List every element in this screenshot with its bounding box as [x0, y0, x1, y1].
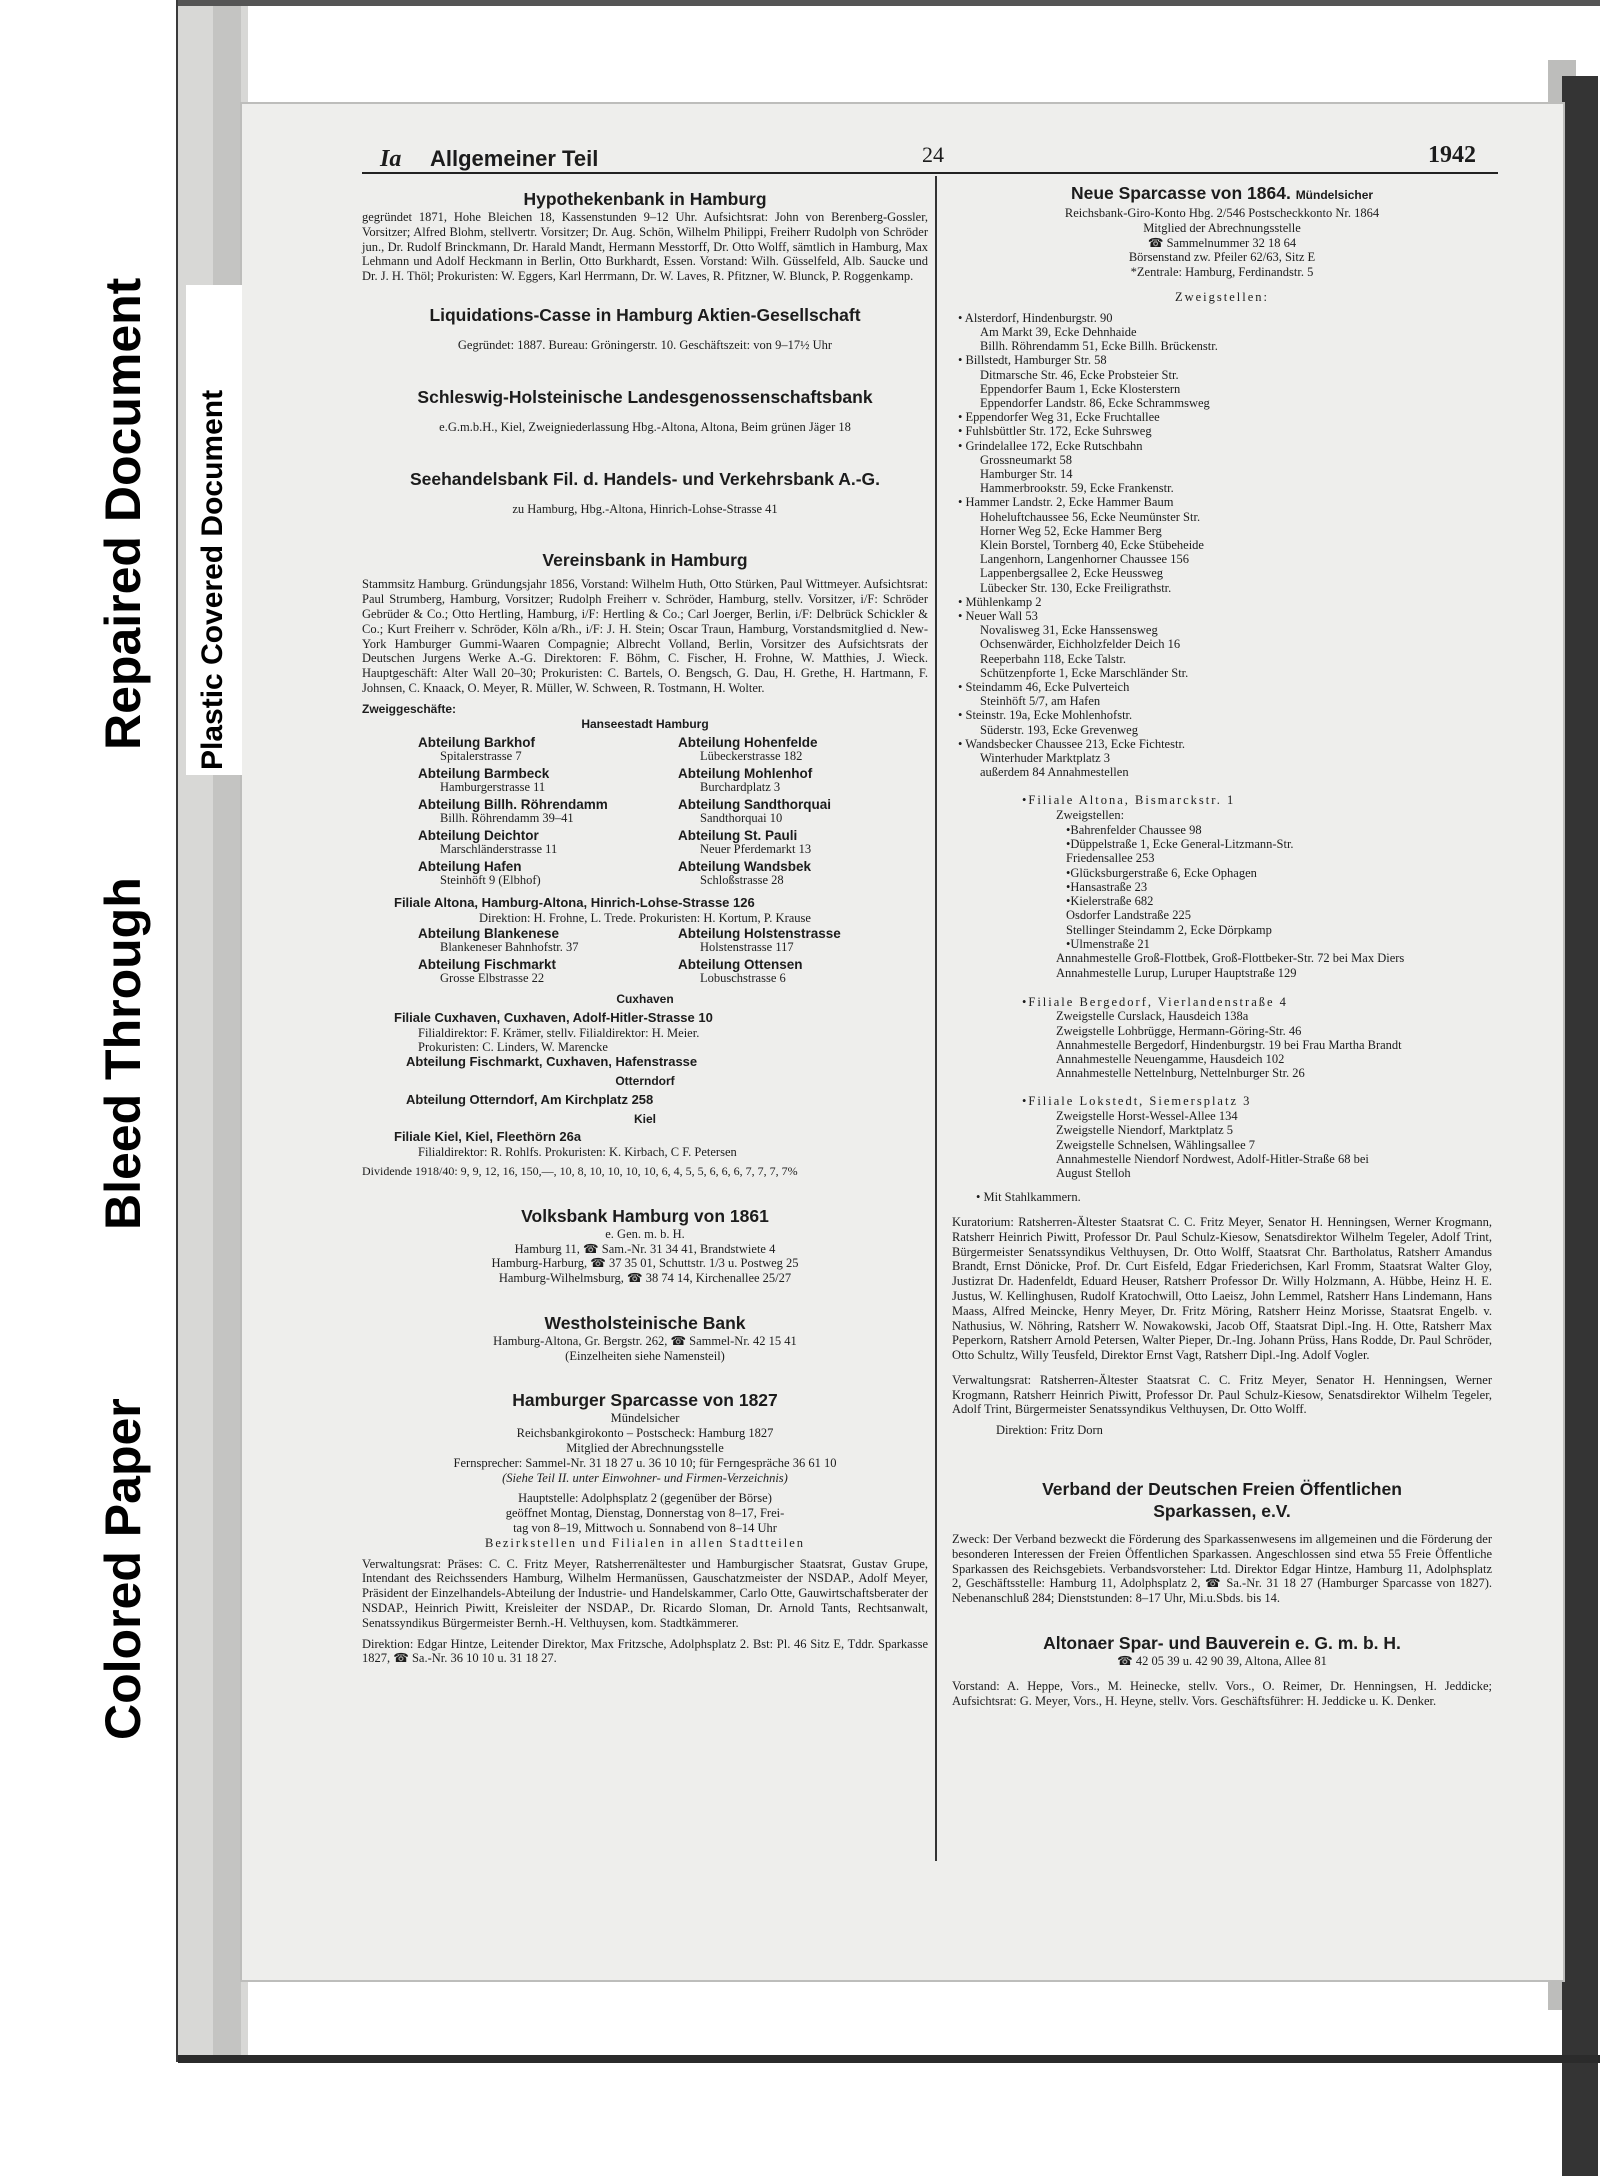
list-item: Novalisweg 31, Ecke Hanssensweg: [980, 623, 1158, 638]
list-item: Stellinger Steindamm 2, Ecke Dörpkamp: [1066, 922, 1272, 937]
branch-item: Abteilung Barmbeck Hamburgerstrasse 11: [418, 766, 550, 795]
lok-head: •Filiale Lokstedt, Siemersplatz 3: [1022, 1094, 1252, 1109]
sparc-verw: Verwaltungsrat: Präses: C. C. Fritz Meyer, Ratsherrenältester und Hamburgischer Staatsrat, Gustav Grupe, Intendant des Reichssenders Hamburg, Wilhelm Hermanüssen, Gauschatzmeister der NSDAP., Adolf Meyer, Präsident der Einzelhandels-Abteilung der Industrie- und Handelskammer, Carlo Otte, Gauwirtschaftsberater der NSDAP., Heinrich Piwitt, Kreisleiter der NSDAP., Dr. Ricardo Sloman, Dr. Arnold Tants, Rechtsanwalt, Senatssyndikus Bürgermeister Bernh.-H. Velthuysen, kom. Stadtkämmerer.: [362, 1556, 928, 1630]
list-item: •Bahrenfelder Chaussee 98: [1066, 823, 1202, 838]
schles-text: e.G.m.b.H., Kiel, Zweigniederlassung Hbg.-Altona, Altona, Beim grünen Jäger 18: [439, 420, 851, 435]
list-item: Winterhuder Marktplatz 3: [980, 751, 1111, 766]
sparc-bezirk: Bezirkstellen und Filialen in allen Stadtteilen: [485, 1535, 805, 1550]
altona-direktion: Direktion: H. Frohne, L. Trede. Prokuristen: H. Kortum, P. Krause: [479, 911, 811, 926]
cux-direktor: Filialdirektor: F. Krämer, stellv. Filialdirektor: H. Meier.: [418, 1025, 700, 1040]
dividende: Dividende 1918/40: 9, 9, 12, 16, 150,—, 10, 8, 10, 10, 10, 10, 6, 4, 5, 5, 6, 6, 6, 7, 7, 7, 7%: [362, 1163, 798, 1178]
list-item: Zweigstelle Lohbrügge, Hermann-Göring-Str. 46: [1056, 1023, 1302, 1038]
list-item: außerdem 84 Annahmestellen: [980, 765, 1129, 780]
verband-title-2: Sparkassen, e.V.: [1153, 1501, 1291, 1522]
neue-tag: Mündelsicher: [1295, 188, 1374, 202]
altonaer-title: Altonaer Spar- und Bauverein e. G. m. b. H.: [1043, 1633, 1401, 1654]
volks-line: e. Gen. m. b. H.: [605, 1226, 685, 1241]
scan-top-edge: [178, 0, 1600, 6]
branch-item: Abteilung Holstenstrasse Holstenstrasse 117: [678, 925, 841, 954]
list-item: Hoheluftchaussee 56, Ecke Neumünster Str.: [980, 509, 1201, 524]
list-item: • Billstedt, Hamburger Str. 58: [958, 353, 1107, 368]
list-item: Annahmestelle Neuengamme, Hausdeich 102: [1056, 1051, 1285, 1066]
branch-item: Abteilung Blankenese Blankeneser Bahnhofstr. 37: [418, 925, 579, 954]
neue-title: Neue Sparcasse von 1864. Mündelsicher: [1070, 183, 1374, 203]
schles-title: Schleswig-Holsteinische Landesgenossenschaftsbank: [417, 386, 873, 407]
list-item: • Mühlenkamp 2: [958, 594, 1042, 609]
branch-item: Abteilung Deichtor Marschländerstrasse 11: [418, 828, 558, 857]
list-item: Hammerbrookstr. 59, Ecke Frankenstr.: [980, 481, 1174, 496]
neue-line: ☎ Sammelnummer 32 18 64: [1147, 235, 1297, 250]
berg-head: •Filiale Bergedorf, Vierlandenstraße 4: [1022, 994, 1288, 1009]
list-item: Langenhorn, Langenhorner Chaussee 156: [980, 552, 1189, 567]
list-item: Grossneumarkt 58: [980, 452, 1072, 467]
list-item: Lappenbergsallee 2, Ecke Heussweg: [980, 566, 1164, 581]
scan-label-plastic-covered: Plastic Covered Document: [196, 389, 229, 770]
region-cuxhaven: Cuxhaven: [616, 991, 674, 1006]
list-item: •Kielerstraße 682: [1066, 894, 1154, 909]
volks-title: Volksbank Hamburg von 1861: [521, 1205, 769, 1226]
neue-line: Mitglied der Abrechnungsstelle: [1143, 220, 1301, 235]
list-item: Osdorfer Landstraße 225: [1066, 908, 1191, 923]
altona-branch-list: [952, 823, 1492, 951]
sparc-line: Mitglied der Abrechnungsstelle: [566, 1441, 724, 1456]
list-item: Zweigstelle Horst-Wessel-Allee 134: [1056, 1109, 1238, 1124]
list-item: Schützenpforte 1, Ecke Marschländer Str.: [980, 665, 1189, 680]
left-column: [362, 188, 928, 1666]
sparc-line: (Siehe Teil II. unter Einwohner- und Firmen-Verzeichnis): [502, 1470, 788, 1485]
scan-bottom-edge: [178, 2055, 1600, 2063]
region-kiel: Kiel: [633, 1111, 656, 1126]
liq-title: Liquidations-Casse in Hamburg Aktien-Gesellschaft: [429, 304, 861, 325]
column-divider: [935, 176, 937, 1861]
list-item: • Fuhlsbüttler Str. 172, Ecke Suhrsweg: [958, 424, 1152, 439]
kiel-direktor: Filialdirektor: R. Rohlfs. Prokuristen: K. Kirbach, C F. Petersen: [418, 1145, 737, 1160]
branch-item: Abteilung Hohenfelde Lübeckerstrasse 182: [678, 735, 818, 764]
altona-branch-grid: [418, 926, 928, 988]
scan-label-colored-paper: Colored Paper: [95, 1398, 151, 1740]
list-item: • Grindelallee 172, Ecke Rutschbahn: [958, 438, 1143, 453]
branch-item: Abteilung Hafen Steinhöft 9 (Elbhof): [418, 859, 541, 888]
verband-title-1: Verband der Deutschen Freien Öffentlichen: [1042, 1479, 1402, 1500]
list-item: •Düppelstraße 1, Ecke General-Litzmann-Str.: [1066, 837, 1294, 852]
section-title: Allgemeiner Teil: [430, 146, 599, 171]
list-item: Annahmestelle Niendorf Nordwest, Adolf-Hitler-Straße 68 bei: [1056, 1151, 1369, 1166]
verein-text: Stammsitz Hamburg. Gründungsjahr 1856, Vorstand: Wilhelm Huth, Otto Stürken, Paul Wittmeyer. Aufsichtsrat: Paul Strumberg, Hamburg, Vorsitzer; Rudolph Freiherr v. Schröder, Hamburg, stellv. Vorsitzer, i/F: Schröder Gebrüder & Co.; Otto Hertling, Hamburg, i/F: Hertling & Co.; Carl Joerger, Berlin, i/F: Delbrück Schickler & Co.; Kurt Freiherr v. Schröder, Köln a/Rh., i/F: J. H. Stein; Oscar Traun, Hamburg, Vorstandsmitglied d. New-York Hamburger Gummi-Waaren Compagnie; Albrecht Volland, Berlin, Vorsitzer des Aufsichtsrats der Deutschen Jurgens Werke A.-G. Direktoren: F. Böhm, C. Fischer, H. Frohne, W. Matthies, J. Wieck. Hauptgeschäft: Alter Wall 20–30; Prokuristen: C. Bartels, O. Bengsch, G. Dau, H. Grethe, H. Hartmann, F. Johnsen, C. Knaack, O. Meyer, R. Müller, W. Schween, R. Tostmann, H. Wolter.: [362, 577, 928, 695]
scan-label-bleed-through: Bleed Through: [95, 877, 151, 1230]
list-item: •Hansastraße 23: [1066, 879, 1148, 894]
branch-item: Abteilung Billh. Röhrendamm Billh. Röhrendamm 39–41: [418, 797, 608, 826]
cux-prokuristen: Prokuristen: C. Linders, W. Marencke: [418, 1040, 608, 1055]
list-item: • Steindamm 46, Ecke Pulverteich: [958, 680, 1130, 695]
list-item: Süderstr. 193, Ecke Grevenweg: [980, 722, 1138, 737]
berg-list: [952, 1009, 1492, 1080]
neue-line: Reichsbank-Giro-Konto Hbg. 2/546 Postscheckkonto Nr. 1864: [1064, 206, 1380, 220]
list-item: • Hammer Landstr. 2, Ecke Hammer Baum: [958, 495, 1174, 510]
list-item: Reeperbahn 118, Ecke Talstr.: [980, 651, 1126, 666]
volks-line: Hamburg 11, ☎ Sam.-Nr. 31 34 41, Brandstwiete 4: [514, 1241, 776, 1256]
seeh-title: Seehandelsbank Fil. d. Handels- und Verkehrsbank A.-G.: [409, 468, 881, 489]
cux-filiale: Filiale Cuxhaven, Cuxhaven, Adolf-Hitler-Strasse 10: [394, 1009, 713, 1025]
list-item: Hamburger Str. 14: [980, 467, 1073, 482]
branch-item: Abteilung Ottensen Lobuschstrasse 6: [678, 956, 803, 985]
verein-title: Vereinsbank in Hamburg: [542, 550, 748, 571]
list-item: • Alsterdorf, Hindenburgstr. 90: [958, 310, 1113, 325]
branch-item: Abteilung Wandsbek Schloßstrasse 28: [678, 859, 812, 888]
list-item: Annahmestelle Nettelnburg, Nettelnburger Str. 26: [1056, 1066, 1305, 1081]
list-item: Billh. Röhrendamm 51, Ecke Billh. Brückenstr.: [980, 339, 1218, 354]
list-item: Am Markt 39, Ecke Dehnhaide: [980, 324, 1137, 339]
westh-line: (Einzelheiten siehe Namensteil): [565, 1348, 725, 1363]
list-item: Friedensallee 253: [1066, 851, 1155, 866]
kuratorium: Kuratorium: Ratsherren-Ältester Staatsrat C. C. Fritz Meyer, Senator H. Henningsen, Werner Krogmann, Ratsherr Heinrich Piwitt, Professor Dr. Paul Schulz-Kiesow, Senatsdirektor Wilhelm Tegeler, Adolf Trint, Bürgermeister Senatssyndikus Velthuysen, Dr. Otto Wolff, Staatsrat Chr. Bartholatus, Ratsherr Amandus Brandt, Ernst Dönicke, Prof. Dr. Curt Eisfeld, Edgar Friederichsen, Karl Fromm, Staatsrat Walter Gloy, Justizrat Dr. Hadenfeldt, Eduard Heuser, Ratsherr Professor Dr. Willy Holzmann, A. Hübbe, Heinz H. E. Justus, W. Kellinghusen, Rudolf Kratochwill, Otto Laeisz, John Lemmel, Ratsherr Hans Lindemann, Hans Maass, Alfred Meincke, Henry Meyer, Dr. Fritz Möring, Ratsherr Heinz Morisse, Staatsrat Engelb. v. Nathusius, W. Nöhring, Ratsherr W. Nowakowski, Jacob Off, Staatsrat Dipl.-Ing. H. Otte, Ratsherr Max Peperkorn, Ratsherr Arnold Petersen, Walter Pieper, Dr.-Ing. Johann Prüss, Hans Rodde, Dr. Paul Schröder, Otto Schultz, Willy Teusfeld, Direktor Ernst Vagt, Ratsherr Dipl.-Ing. Adolf Vogler.: [952, 1214, 1492, 1363]
region-hamburg: Hanseestadt Hamburg: [581, 716, 709, 731]
sparc-line: Mündelsicher: [610, 1411, 680, 1426]
seeh-text: zu Hamburg, Hbg.-Altona, Hinrich-Lohse-Strasse 41: [512, 502, 778, 517]
kiel-filiale: Filiale Kiel, Kiel, Fleethörn 26a: [394, 1129, 582, 1145]
westh-line: Hamburg-Altona, Gr. Bergstr. 262, ☎ Sammel-Nr. 42 15 41: [493, 1333, 797, 1348]
list-item: Eppendorfer Landstr. 86, Ecke Schrammsweg: [980, 396, 1210, 410]
list-item: Zweigstelle Niendorf, Marktplatz 5: [1056, 1123, 1234, 1138]
list-item: Ochsenwärder, Eichholzfelder Deich 16: [980, 637, 1181, 652]
neue-zweig: Zweigstellen:: [1174, 289, 1270, 304]
sparc-open: tag von 8–19, Mittwoch u. Sonnabend von 8–14 Uhr: [513, 1521, 777, 1536]
altona-head: •Filiale Altona, Bismarckstr. 1: [1022, 793, 1236, 808]
neue-line: Börsenstand zw. Pfeiler 62/63, Sitz E: [1128, 250, 1316, 265]
list-item: • Wandsbecker Chaussee 213, Ecke Fichtestr.: [958, 736, 1186, 751]
neue-branch-list: [952, 311, 1492, 780]
scan-label-repaired-document: Repaired Document: [95, 277, 151, 750]
sparc-title: Hamburger Sparcasse von 1827: [512, 1390, 778, 1411]
altona-zw: Zweigstellen:: [1056, 808, 1125, 823]
branch-item: Abteilung Barkhof Spitalerstrasse 7: [418, 735, 535, 764]
sparc-dir: Direktion: Edgar Hintze, Leitender Direktor, Max Fritzsche, Adolphsplatz 2. Bst: Pl. 46 Sitz E, Tddr. Sparkasse 1827, ☎ Sa.-Nr. 36 10 10 u. 31 18 27.: [362, 1636, 928, 1666]
lok-list: [952, 1109, 1492, 1180]
neue-direktion: Direktion: Fritz Dorn: [996, 1423, 1103, 1438]
verwaltungsrat: Verwaltungsrat: Ratsherren-Ältester Staatsrat C. C. Fritz Meyer, Senator H. Henningsen, Werner Krogmann, Ratsherr Heinrich Piwitt, Professor Dr. Paul Schulz-Kiesow, Senatsdirektor Wilhelm Tegeler, Adolf Trint, Bürgermeister Senatssyndikus Velthuysen, Dr. Otto Wolff.: [952, 1372, 1492, 1417]
verband-text: Zweck: Der Verband bezweckt die Förderung des Sparkassenwesens im allgemeinen und die Förderung der besonderen Interessen der Freien Öffentlichen Sparkassen. Angeschlossen sind etwa 55 Freie Öffentliche Sparkassen des Reichsgebiets. Verbandsvorsteher: Ltd. Direktor Edgar Hintze, Hamburg 11, Adolphsplatz 2, Geschäftsstelle: Hamburg 11, Adolphsplatz 2, ☎ Sa.-Nr. 31 18 27 (Hamburger Sparcasse von 1827). Nebenanschluß 284; Dienststunden: 8–17 Uhr, Mi.u.Sbds. bis 14.: [952, 1532, 1492, 1606]
altona-annahme: Annahmestelle Lurup, Luruper Hauptstraße 129: [1056, 965, 1297, 980]
list-item: •Ulmenstraße 21: [1066, 936, 1150, 951]
list-item: Zweigstelle Curslack, Hausdeich 138a: [1056, 1009, 1249, 1024]
header-rule: [362, 172, 1498, 174]
list-item: Horner Weg 52, Ecke Hammer Berg: [980, 523, 1162, 538]
page-number: 24: [922, 142, 944, 167]
sparc-line: Fernsprecher: Sammel-Nr. 31 18 27 u. 36 10 10; für Ferngespräche 36 61 10: [453, 1455, 837, 1470]
branch-item: Abteilung Mohlenhof Burchardplatz 3: [678, 766, 813, 795]
list-item: Lübecker Str. 130, Ecke Freiligrathstr.: [980, 580, 1172, 595]
altonaer-text: Vorstand: A. Heppe, Vors., M. Heinecke, stellv. Vors., O. Reimer, Dr. Henningsen, H. Jeddicke; Aufsichtsrat: G. Meyer, Vors., H. Heyne, stellv. Vors. Geschäftsführer: H. Jeddicke u. K. Denker.: [952, 1678, 1492, 1708]
list-item: •Glücksburgerstraße 6, Ecke Ophagen: [1066, 865, 1257, 880]
hypo-text: gegründet 1871, Hohe Bleichen 18, Kassenstunden 9–12 Uhr. Aufsichtsrat: John von Berenberg-Gossler, Vorsitzer; Alfred Blohm, stellvertr. Vorsitzer; Dr. Aug. Schön, Wilhelm Philippi, Freiherr Rudolph von Schröder jun., Dr. Rudolf Brinckmann, Dr. Harald Mandt, Hermann Messtorff, Dr. Otto Wolff, sämtlich in Hamburg, Max Lehmann und Adolf Heckmann in Berlin, Otto Burkhardt, Essen. Vorstand: Wilh. Güsselfeld, Alb. Saucke und Dr. J. H. Thöl; Prokuristen: W. Eggers, Karl Herrmann, Dr. W. Laves, R. Pfitzner, W. Blunck, P. Roggenkamp.: [362, 210, 928, 284]
altona-annahme: Annahmestelle Groß-Flottbek, Groß-Flottbeker-Str. 72 bei Max Diers: [1056, 950, 1405, 965]
hypo-title: Hypothekenbank in Hamburg: [523, 189, 767, 209]
branch-item: Abteilung Fischmarkt Grosse Elbstrasse 22: [418, 956, 557, 985]
zweig-label: Zweiggeschäfte:: [362, 701, 457, 716]
list-item: • Eppendorfer Weg 31, Ecke Fruchtallee: [958, 410, 1160, 425]
volks-line: Hamburg-Harburg, ☎ 37 35 01, Schuttstr. 1/3 u. Postweg 25: [491, 1256, 799, 1271]
westh-title: Westholsteinische Bank: [544, 1312, 746, 1333]
list-item: Eppendorfer Baum 1, Ecke Klosterstern: [980, 381, 1181, 396]
neue-line: *Zentrale: Hamburg, Ferdinandstr. 5: [1130, 265, 1314, 280]
list-item: Klein Borstel, Tornberg 40, Ecke Stübeheide: [980, 538, 1204, 553]
scan-right-edge: [1562, 76, 1598, 2176]
otterndorf-branch: Abteilung Otterndorf, Am Kirchplatz 258: [406, 1091, 654, 1107]
section-number: Ia: [380, 146, 402, 172]
liq-text: Gegründet: 1887. Bureau: Gröningerstr. 10. Geschäftszeit: von 9–17½ Uhr: [457, 338, 833, 353]
stahl-note: • Mit Stahlkammern.: [976, 1190, 1081, 1205]
region-otterndorf: Otterndorf: [615, 1073, 675, 1088]
list-item: Annahmestelle Bergedorf, Hindenburgstr. 19 bei Frau Martha Brandt: [1056, 1037, 1402, 1052]
list-item: Ditmarsche Str. 46, Ecke Probsteier Str.: [980, 367, 1179, 382]
list-item: Steinhöft 5/7, am Hafen: [980, 694, 1101, 709]
list-item: • Neuer Wall 53: [958, 609, 1038, 624]
sparc-haupt: Hauptstelle: Adolphsplatz 2 (gegenüber der Börse): [518, 1491, 772, 1506]
branch-item: Abteilung Sandthorquai Sandthorquai 10: [678, 797, 831, 826]
sparc-line: Reichsbankgirokonto – Postscheck: Hamburg 1827: [516, 1426, 774, 1441]
list-item: • Steinstr. 19a, Ecke Mohlenhofstr.: [958, 708, 1133, 723]
list-item: August Stelloh: [1056, 1165, 1131, 1180]
sparc-open: geöffnet Montag, Dienstag, Donnerstag von 8–17, Frei-: [505, 1506, 785, 1521]
right-column: [952, 182, 1492, 1708]
branch-grid: [418, 735, 928, 890]
year: 1942: [1428, 142, 1476, 168]
volks-line: Hamburg-Wilhelmsburg, ☎ 38 74 14, Kirchenallee 25/27: [498, 1271, 792, 1286]
altona-filiale: Filiale Altona, Hamburg-Altona, Hinrich-Lohse-Strasse 126: [394, 895, 755, 911]
list-item: Zweigstelle Schnelsen, Wählingsallee 7: [1056, 1137, 1256, 1152]
cux-fischmarkt: Abteilung Fischmarkt, Cuxhaven, Hafenstrasse: [406, 1054, 698, 1070]
altonaer-line: ☎ 42 05 39 u. 42 90 39, Altona, Allee 81: [1117, 1654, 1327, 1669]
branch-item: Abteilung St. Pauli Neuer Pferdemarkt 13: [678, 828, 812, 857]
